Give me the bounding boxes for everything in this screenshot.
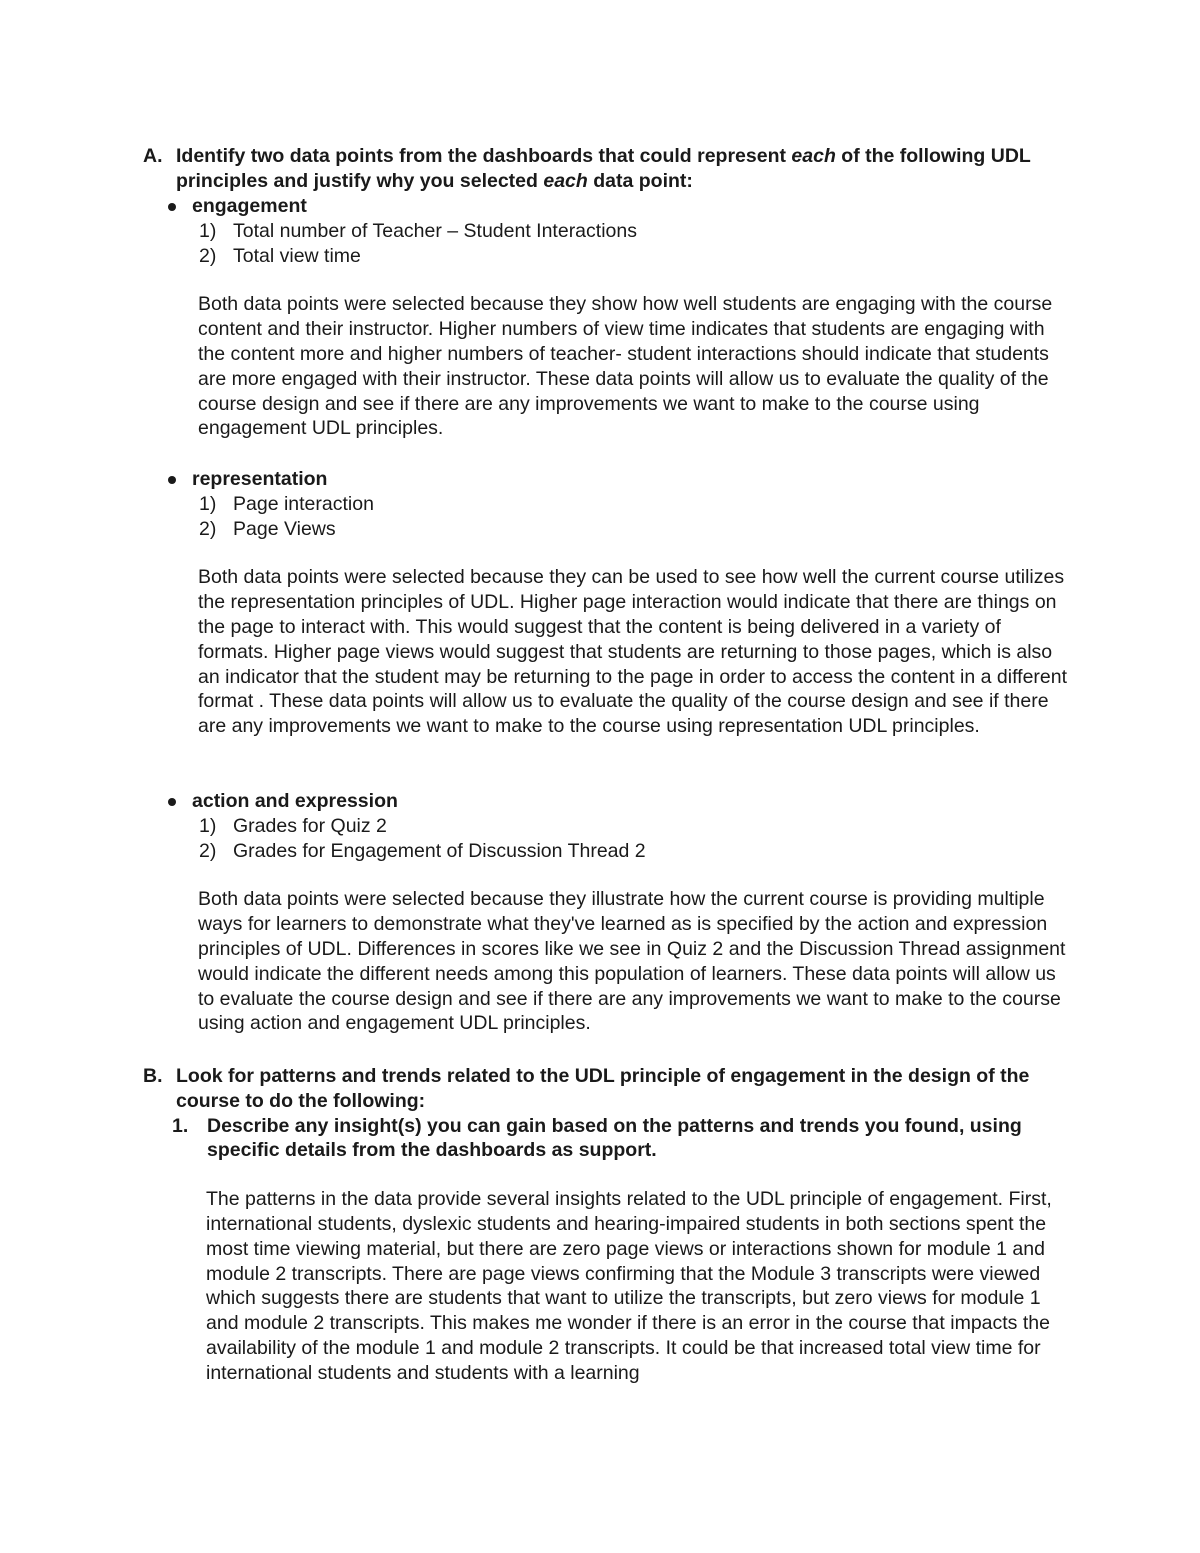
question-text: of the following UDL principles and justify why you selected [176, 145, 1031, 192]
bullet-dot-icon [168, 798, 176, 806]
list-item: 1) Total number of Teacher – Student Interactions [199, 219, 637, 242]
question-emphasis: each [543, 169, 588, 192]
engagement-block [0, 194, 1200, 441]
question-text: Identify two data points from the dashboards that could represent [176, 145, 792, 167]
bullet-representation [0, 467, 1200, 492]
bullet-title: representation [192, 468, 328, 490]
list-item: 2) Total view time [199, 244, 361, 267]
section-a-label: A. [143, 145, 163, 167]
section-b-paragraph: The patterns in the data provide several insights related to the UDL principle of engagement. First, international students, dyslexic students and hearing-impaired students in both sections spent the most time viewing material, but there are zero page views or interactions shown for module 1 and module 2 transcripts. There are page views confirming that the Module 3 transcripts were viewed which suggests there are students that want to utilize the transcripts, but zero views for module 1 and module 2 transcripts. This makes me wonder if there is an error in the course that impacts the availability of the module 1 and module 2 transcripts. It could be that increased total view time for international students and students with a learning [206, 1188, 1052, 1384]
section-b-subquestion-1: 1. Describe any insight(s) you can gain based on the patterns and trends you found, using specific details from the dashboards as support. [172, 1114, 1022, 1162]
section-a-question [0, 144, 1056, 194]
engagement-paragraph: Both data points were selected because they show how well students are engaging with the course content and their instructor. Higher numbers of view time indicates that students are engaging with the content more and higher numbers of teacher- student interactions should indicate that students are more engaged with their instructor. These data points will allow us to evaluate the quality of the course design and see if there are any improvements we want to make to the course using engagement UDL principles. [198, 293, 1053, 440]
question-text: data point: [587, 169, 693, 192]
list-item: 1) Page interaction [199, 492, 374, 515]
bullet-dot-icon [168, 203, 176, 211]
representation-paragraph: Both data points were selected because they can be used to see how well the current course utilizes the representation principles of UDL. Higher page interaction would indicate that there are things on the page to interact with. This would suggest that the content is being delivered in a variety of formats. Higher page views would suggest that students are returning to those pages, which is also an indicator that the student may be returning to the page in order to access the content in a different format . These data points will allow us to evaluate the quality of the course design and see if there are any improvements we want to make to the course using representation UDL principles. [198, 566, 1068, 738]
representation-block [0, 467, 1200, 739]
section-b-question: B. Look for patterns and trends related to the UDL principle of engagement in the design of the course to do the following: [143, 1065, 1030, 1112]
question-emphasis: each [791, 145, 836, 167]
section-b [0, 1064, 1200, 1386]
list-item: 1) Grades for Quiz 2 [199, 814, 387, 837]
list-item: 2) Grades for Engagement of Discussion Thread 2 [199, 839, 646, 862]
action-expression-block [0, 789, 1200, 1036]
bullet-title: action and expression [192, 790, 398, 812]
bullet-engagement [0, 194, 1200, 219]
bullet-title: engagement [192, 195, 307, 217]
action-expression-paragraph: Both data points were selected because they illustrate how the current course is providing multiple ways for learners to demonstrate what they've learned as is specified by the action and expression principles of UDL. Differences in scores like we see in Quiz 2 and the Discussion Thread assignment would indicate the different needs among this population of learners. These data points will allow us to evaluate the course design and see if there are any improvements we want to make to the course using action and engagement UDL principles. [198, 888, 1066, 1035]
section-b-label: B. [143, 1065, 163, 1087]
bullet-action-expression [0, 789, 1200, 814]
bullet-dot-icon [168, 476, 176, 484]
list-item: 2) Page Views [199, 517, 336, 540]
section-a [0, 144, 1200, 194]
